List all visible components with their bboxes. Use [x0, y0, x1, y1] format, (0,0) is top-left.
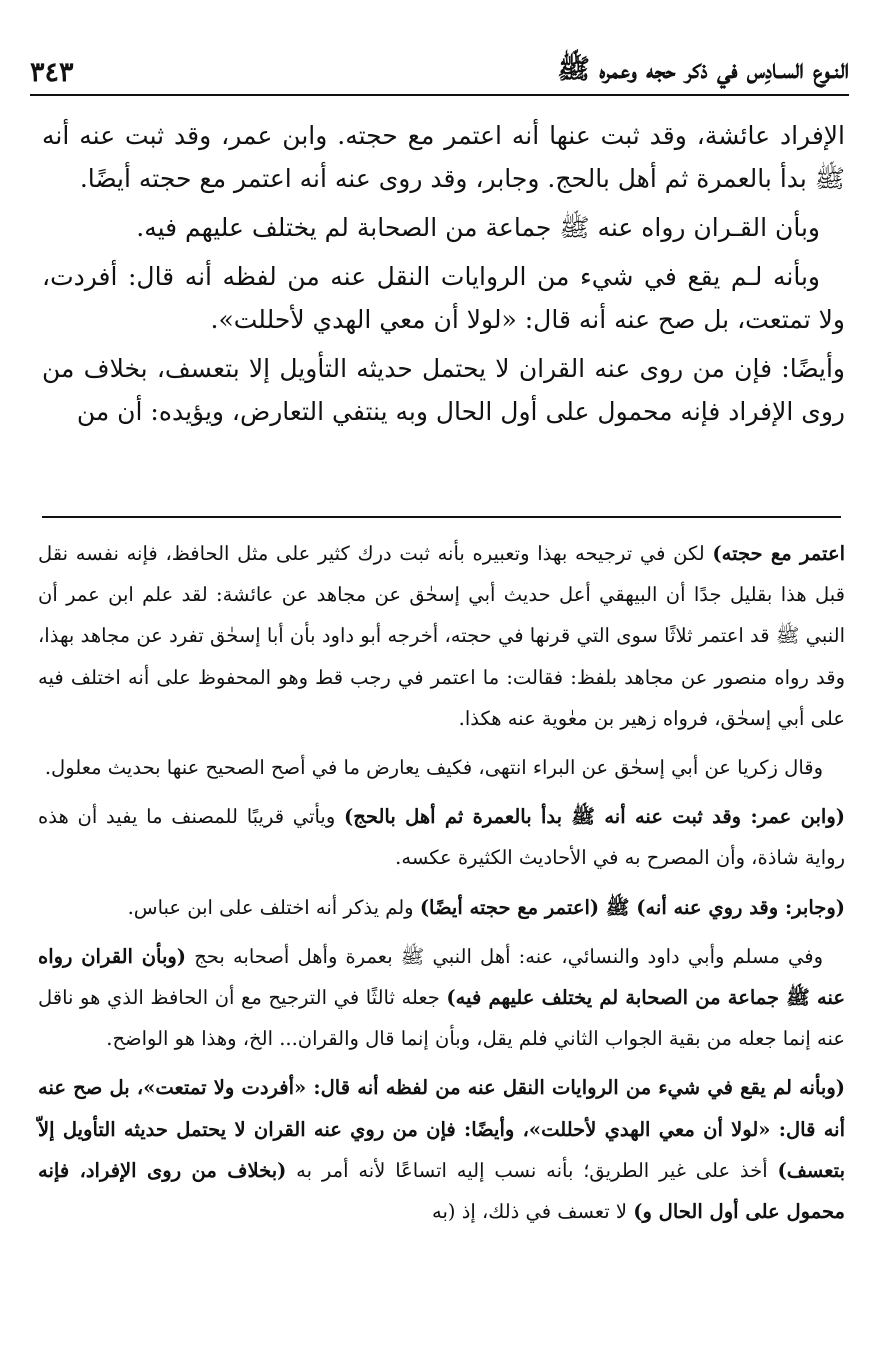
main-paragraph: الإفراد عائشة، وقد ثبت عنها أنه اعتمر مع حجته. وابن عمر، وقد ثبت عنه أنه ﷺ بدأ بالعمرة ثم أهل بالحج. وجابر، وقد روى عنه أنه اعتمر مع حجته أيضًا.: [42, 121, 845, 193]
quoted-matn: (وابن عمر: وقد ثبت عنه أنه ﷺ بدأ بالعمرة ثم أهل بالحج): [344, 805, 845, 829]
quoted-matn: اعتمر مع حجته): [712, 542, 845, 565]
quoted-matn: (وبأن القران رواه عنه ﷺ جماعة من الصحابة لم يختلف عليهم فيه): [38, 944, 845, 1010]
commentary-text: أخذ على غير الطريق؛ بأنه نسب إليه اتساعًا لأنه أمر به: [286, 1158, 778, 1182]
running-header: [30, 52, 849, 96]
commentary-text: لكن في ترجيحه بهذا وتعبيره بأنه ثبت درك كثير على مثل الحافظ، فإنه نفسه نقل قبل هذا بقليل جدًا أن البيهقي أعل حديث أبي إسحٰق عن مجاهد عن عائشة: لقد علم ابن عمر أن النبي ﷺ قد اعتمر ثلاثًا سوى التي قرنها في حجته، أخرجه أبو داود بأن أبا إسحٰق تفرد عن مجاهد بهذا، وقد رواه منصور عن مجاهد بلفظ: فقالت: ما اعتمر في رجب قط وهو المحفوظ على أنه اختلف فيه على أبي إسحٰق، فرواه زهير بن معٰوية عنه هكذا.: [38, 542, 845, 730]
commentary-text: ولم يذكر أنه اختلف على ابن عباس.: [127, 895, 420, 919]
main-text: [42, 114, 845, 439]
commentary-paragraph: [38, 1067, 845, 1232]
quoted-matn: (وجابر: وقد روي عنه أنه) ﷺ (اعتمر مع حجته أيضًا): [419, 895, 845, 919]
main-paragraph: وبأنه لـم يقع في شيء من الروايات النقل عنه من لفظه أنه قال: أفردت، ولا تمتعت، بل صح عنه أنه قال: «لولا أن معي الهدي لأحللت».: [42, 262, 845, 334]
footnote-divider: [42, 516, 841, 518]
commentary-section: [38, 533, 845, 1240]
commentary-paragraph: [38, 533, 845, 739]
quoted-matn: (وبأنه لم يقع في شيء من الروايات النقل عنه من لفظه أنه قال: «أفردت ولا تمتعت»، بل صح عنه أنه قال: «لولا أن معي الهدي لأحللت»، وأيضًا: فإن من روي عنه القران لا يحتمل حديثه التأويل إلاّ بتعسف): [38, 1076, 845, 1182]
commentary-text: جعله ثالثًا في الترجيح مع أن الحافظ الذي هو ناقل عنه إنما جعله من بقية الجواب الثاني فلم يقل، وبأن إنما قال والقران... الخ، وهذا هو الواضح.: [38, 986, 845, 1051]
commentary-text: لا تعسف في ذلك، إذ (به: [432, 1200, 634, 1224]
commentary-paragraph: [38, 936, 845, 1060]
commentary-paragraph: [38, 887, 845, 928]
commentary-paragraph: [38, 796, 845, 878]
page-number: ٣٤٣: [30, 56, 74, 88]
chapter-title: النـوع السـادِس في ذكر حجه وعمره ﷺ: [557, 54, 849, 85]
main-paragraph: وأيضًا: فإن من روى عنه القران لا يحتمل حديثه التأويل إلا بتعسف، بخلاف من روى الإفراد فإنه محمول على أول الحال وبه ينتفي التعارض، ويؤيده: أن من: [42, 354, 845, 426]
commentary-paragraph: وقال زكريا عن أبي إسحٰق عن البراء انتهى، فكيف يعارض ما في أصح الصحيح عنها بحديث معلول.: [44, 756, 823, 780]
commentary-text: ويأتي قريبًا للمصنف ما يفيد أن هذه رواية شاذة، وأن المصرح به في الأحاديث الكثيرة عكسه.: [38, 805, 845, 870]
main-paragraph: وبأن القـران رواه عنه ﷺ جماعة من الصحابة لم يختلف عليهم فيه.: [136, 213, 820, 242]
commentary-text: وفي مسلم وأبي داود والنسائي، عنه: أهل النبي ﷺ بعمرة وأهل أصحابه بحج: [186, 944, 823, 968]
quoted-matn: (بخلاف من روى الإفراد، فإنه محمول على أول الحال و): [38, 1158, 845, 1224]
